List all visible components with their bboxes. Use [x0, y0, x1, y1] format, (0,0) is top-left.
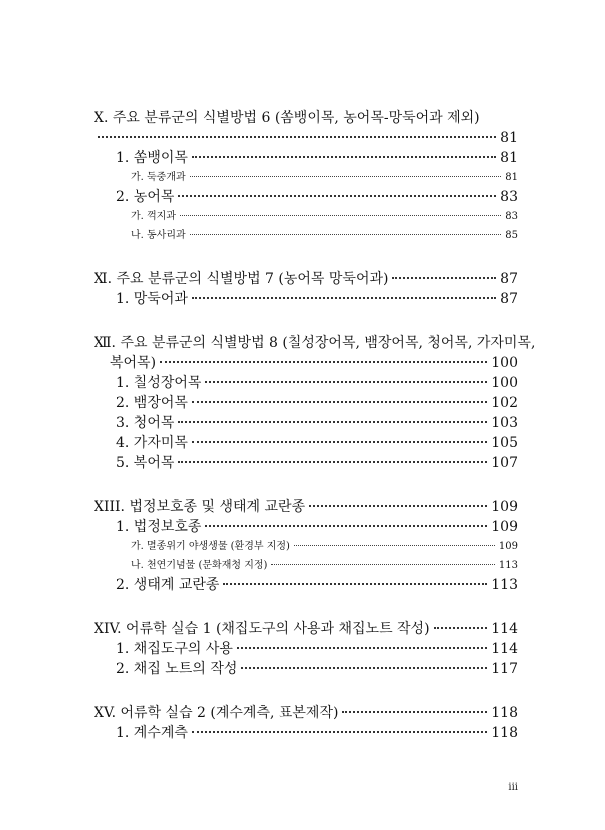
toc-entry-title: 1. 칠성장어목	[116, 375, 202, 391]
page-number-footer: iii	[508, 782, 518, 793]
toc-page-number: 114	[491, 621, 518, 637]
toc-entry[interactable]	[0, 453, 518, 473]
toc-page-number: 113	[498, 560, 518, 571]
dot-leader	[192, 731, 487, 733]
toc-entry-title: 5. 복어목	[116, 455, 175, 471]
toc-chapter-entry[interactable]	[0, 703, 518, 723]
dot-leader	[192, 401, 487, 403]
toc-page-number: 81	[500, 130, 518, 146]
toc-chapter	[0, 108, 605, 245]
toc-entry[interactable]	[0, 433, 518, 453]
dot-leader	[237, 647, 487, 649]
toc-entry-title: Ⅺ. 주요 분류군의 식별방법 7 (농어목 망둑어과)	[94, 271, 389, 287]
dot-leader	[241, 667, 487, 669]
dot-leader	[342, 711, 487, 713]
dot-leader	[205, 381, 487, 383]
toc-entry[interactable]	[0, 659, 518, 679]
toc-entry-title: 1. 망둑어과	[116, 291, 188, 307]
toc-chapter-entry[interactable]	[0, 619, 518, 639]
toc-page-number: 87	[500, 271, 518, 287]
dot-leader	[392, 277, 496, 279]
toc-chapter	[0, 703, 605, 743]
toc-page-number: 87	[500, 291, 518, 307]
dot-leader	[271, 564, 494, 565]
toc-page-number: 105	[491, 435, 518, 451]
toc-entry[interactable]	[0, 575, 518, 595]
dot-leader	[190, 176, 502, 177]
toc-page-number: 100	[491, 375, 518, 391]
toc-chapter	[0, 619, 605, 679]
toc-entry[interactable]	[0, 353, 518, 373]
toc-page-number: 81	[505, 172, 518, 183]
dot-leader	[192, 156, 496, 158]
toc-subsection-entry[interactable]	[0, 556, 518, 575]
toc-page-number: 83	[500, 189, 518, 205]
table-of-contents	[0, 108, 605, 767]
toc-entry-title: XIII. 법정보호종 및 생태계 교란종	[94, 499, 306, 515]
toc-entry-title: 복어목)	[110, 355, 157, 371]
toc-chapter	[0, 269, 605, 309]
toc-page-number: 109	[491, 519, 518, 535]
toc-entry-title: XIV. 어류학 실습 1 (채집도구의 사용과 채집노트 작성)	[94, 621, 430, 637]
toc-entry-title: 가. 둑중개과	[131, 172, 186, 183]
toc-entry-title: Ⅻ. 주요 분류군의 식별방법 8 (칠성장어목, 뱀장어목, 청어목, 가자미목,	[94, 335, 536, 351]
toc-entry-title: 3. 청어목	[116, 415, 175, 431]
dot-leader	[205, 525, 487, 527]
toc-entry-title: 4. 가자미목	[116, 435, 188, 451]
toc-entry-title: Ⅹ. 주요 분류군의 식별방법 6 (쏨뱅이목, 농어목-망둑어과 제외)	[94, 110, 480, 126]
toc-entry-title: 나. 동사리과	[131, 230, 186, 241]
toc-entry-title: 1. 쏨뱅이목	[116, 150, 188, 166]
dot-leader	[192, 297, 496, 299]
toc-entry[interactable]	[0, 723, 518, 743]
toc-page-number: 103	[491, 415, 518, 431]
toc-entry-title: 2. 채집 노트의 작성	[116, 661, 238, 677]
toc-entry-title: 가. 꺽지과	[131, 211, 176, 222]
dot-leader	[180, 215, 501, 216]
dot-leader	[178, 195, 496, 197]
toc-page-number: 102	[491, 395, 518, 411]
toc-page-number: 113	[491, 577, 518, 593]
toc-entry[interactable]	[0, 148, 518, 168]
toc-entry[interactable]	[0, 517, 518, 537]
toc-page-number: 117	[491, 661, 518, 677]
toc-entry[interactable]	[0, 373, 518, 393]
toc-subsection-entry[interactable]	[0, 207, 518, 226]
dot-leader	[294, 545, 495, 546]
toc-entry-title: 가. 멸종위기 야생생물 (환경부 지정)	[131, 541, 290, 552]
toc-entry[interactable]	[0, 413, 518, 433]
toc-chapter	[0, 333, 605, 473]
toc-page-number: 81	[500, 150, 518, 166]
toc-page-number: 109	[498, 541, 518, 552]
toc-entry[interactable]	[0, 187, 518, 207]
toc-chapter-entry[interactable]	[0, 333, 536, 353]
toc-page-number: 114	[491, 641, 518, 657]
toc-entry-title: 나. 천연기념물 (문화재청 지정)	[131, 560, 268, 571]
toc-entry-title: 2. 뱀장어목	[116, 395, 188, 411]
toc-page-number: 107	[491, 455, 518, 471]
toc-page-number: 83	[505, 211, 518, 222]
dot-leader	[309, 505, 487, 507]
toc-page-number: 85	[505, 230, 518, 241]
toc-chapter	[0, 497, 605, 595]
dot-leader	[190, 234, 502, 235]
toc-entry-title: 1. 채집도구의 사용	[116, 641, 233, 657]
toc-entry[interactable]	[0, 128, 518, 148]
toc-entry[interactable]	[0, 393, 518, 413]
toc-page-number: 100	[491, 355, 518, 371]
toc-entry[interactable]	[0, 639, 518, 659]
toc-entry-title: XV. 어류학 실습 2 (계수계측, 표본제작)	[94, 705, 339, 721]
toc-entry-title: 1. 법정보호종	[116, 519, 202, 535]
dot-leader	[434, 627, 488, 629]
toc-page-number: 118	[491, 725, 518, 741]
toc-subsection-entry[interactable]	[0, 537, 518, 556]
toc-entry-title: 2. 농어목	[116, 189, 175, 205]
dot-leader	[178, 421, 487, 423]
toc-page-number: 109	[491, 499, 518, 515]
dot-leader	[98, 136, 496, 138]
toc-entry[interactable]	[0, 289, 518, 309]
toc-chapter-entry[interactable]	[0, 497, 518, 517]
dot-leader	[160, 361, 487, 363]
toc-page-number: 118	[491, 705, 518, 721]
toc-subsection-entry[interactable]	[0, 226, 518, 245]
toc-entry-title: 1. 계수계측	[116, 725, 188, 741]
dot-leader	[223, 583, 487, 585]
dot-leader	[178, 461, 487, 463]
toc-subsection-entry[interactable]	[0, 168, 518, 187]
toc-chapter-entry[interactable]	[0, 108, 518, 128]
dot-leader	[192, 441, 487, 443]
toc-chapter-entry[interactable]	[0, 269, 518, 289]
toc-entry-title: 2. 생태계 교란종	[116, 577, 220, 593]
